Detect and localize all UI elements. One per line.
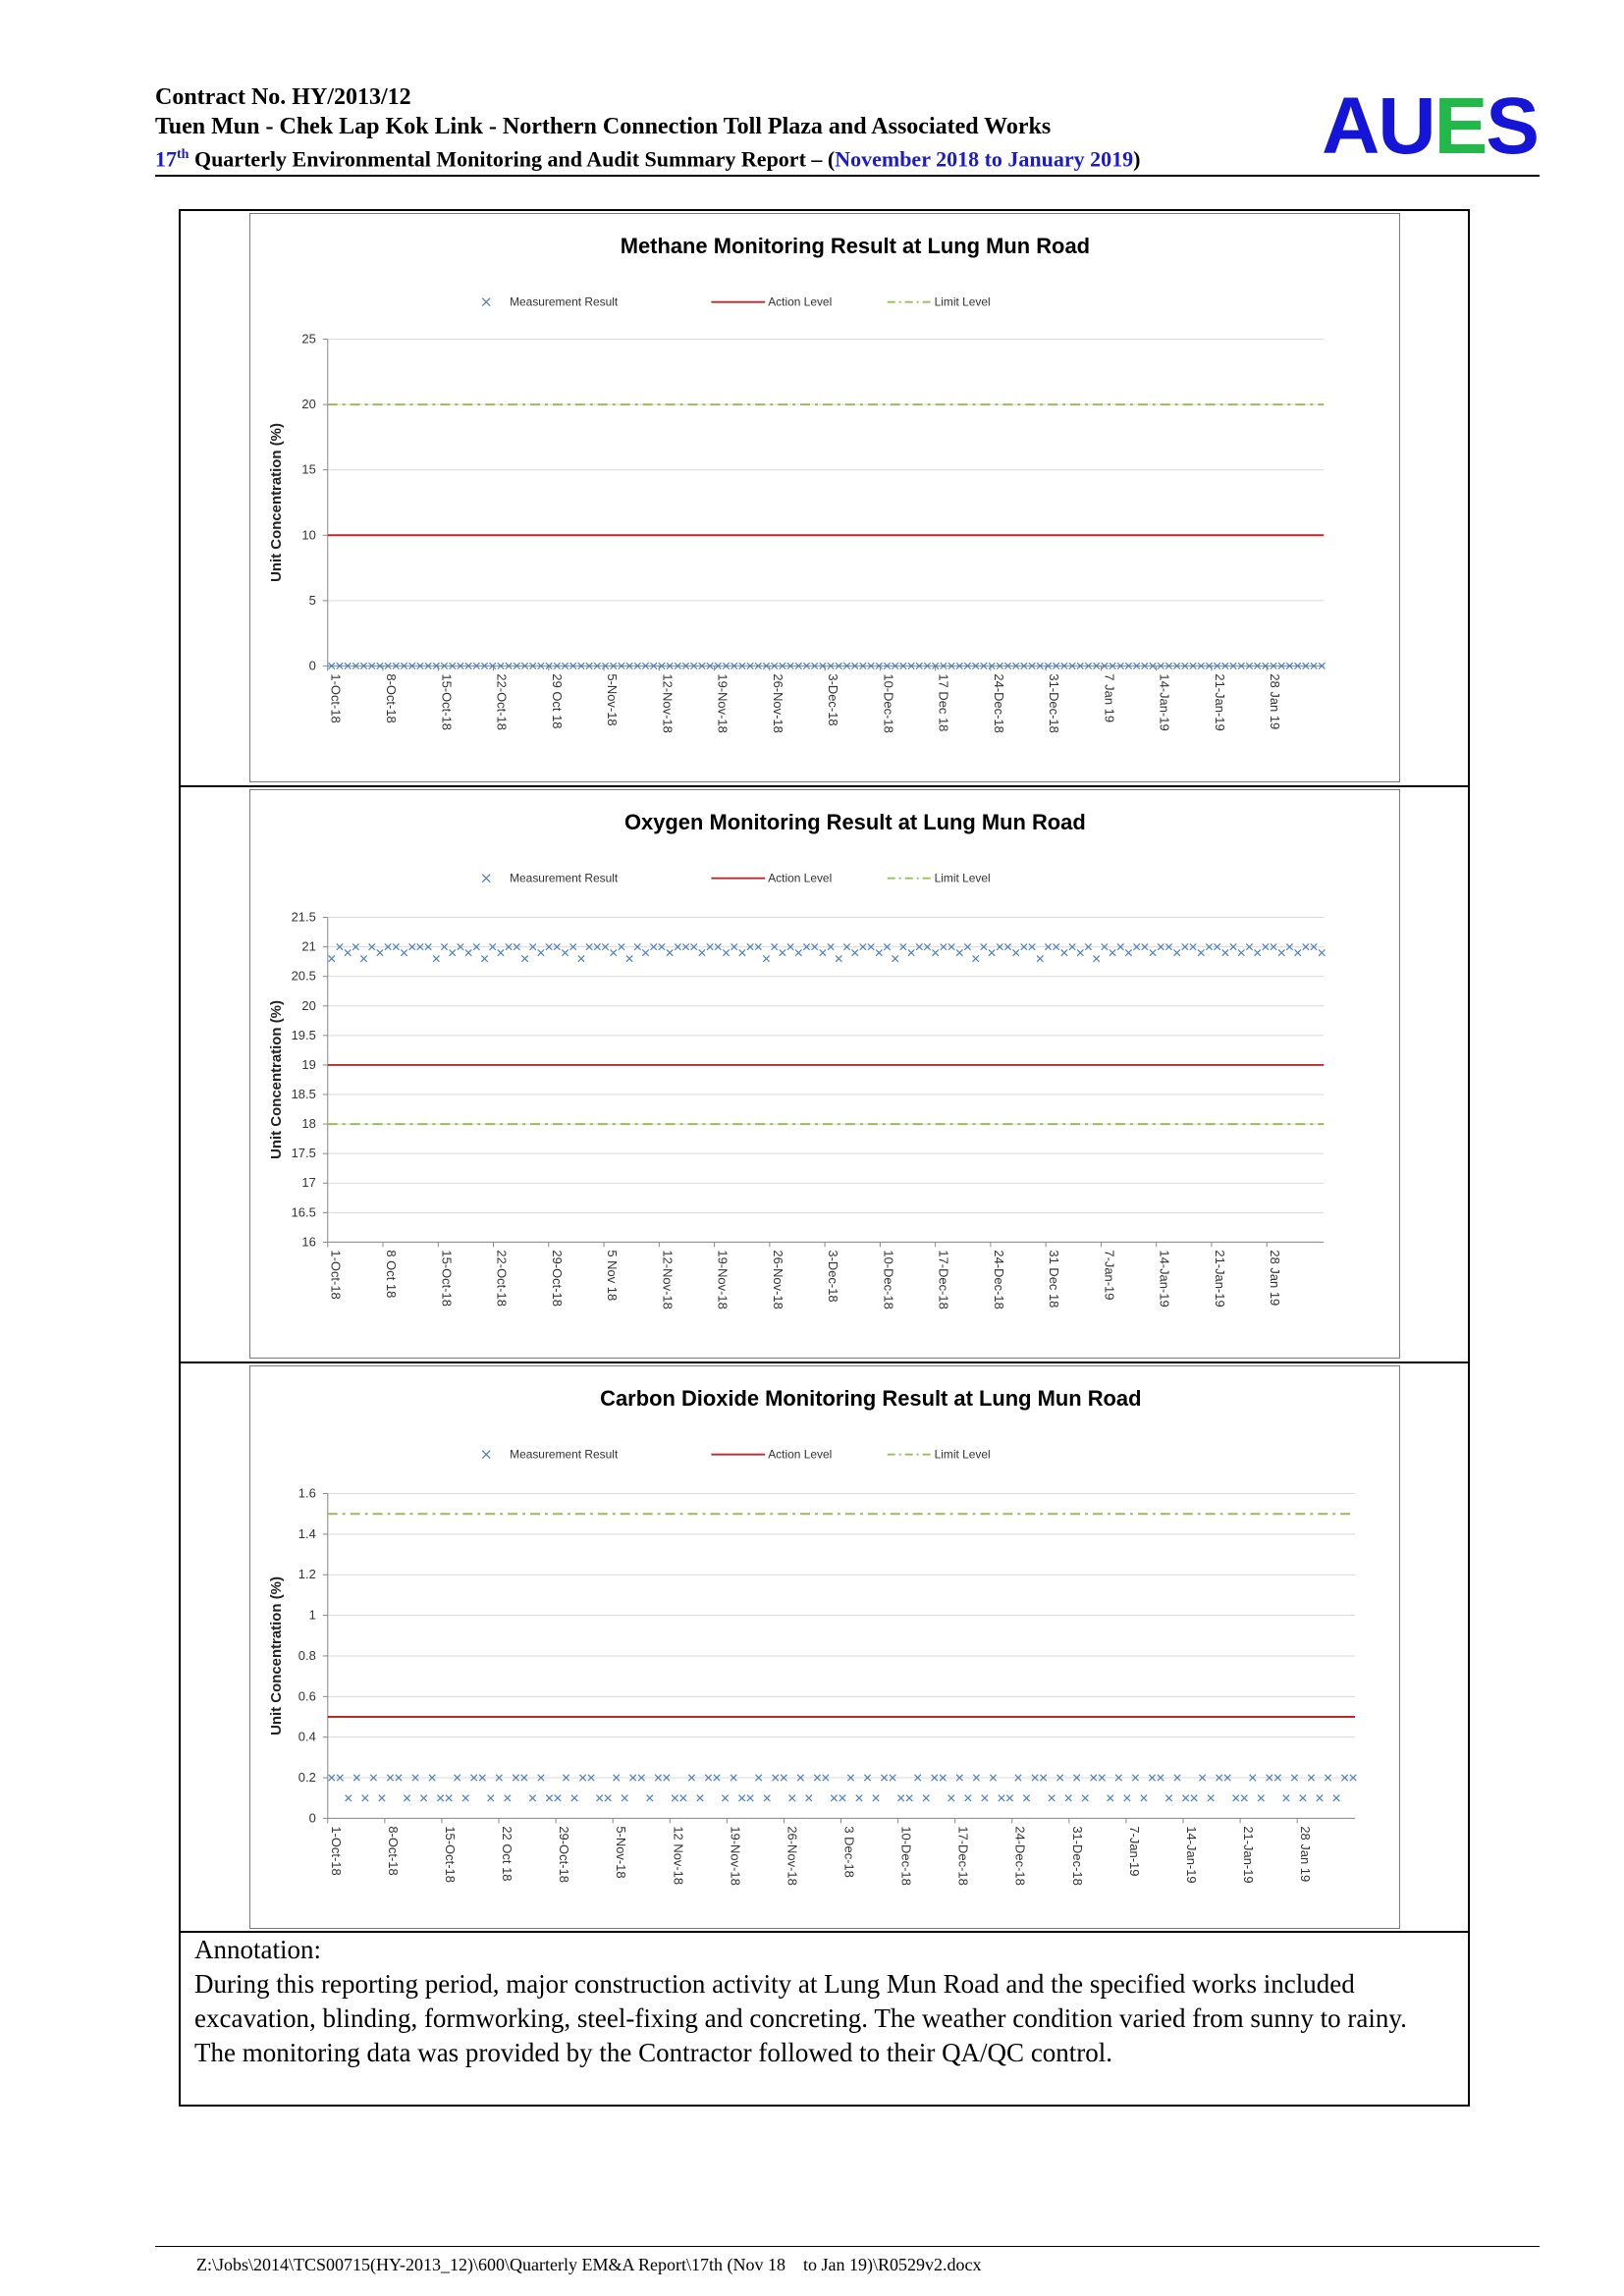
- data-point: [1173, 949, 1179, 955]
- x-tick-label: 10-Dec-18: [881, 673, 896, 733]
- x-tick-label: 15-Oct-18: [439, 673, 455, 730]
- x-tick-label: 19-Nov-18: [715, 673, 731, 733]
- x-tick-label: 19-Nov-18: [715, 1250, 731, 1309]
- x-tick-label: 8 Oct 18: [384, 1250, 400, 1299]
- data-point: [856, 1795, 862, 1801]
- data-point: [1198, 949, 1204, 955]
- data-point: [377, 949, 383, 955]
- data-point: [1182, 1795, 1188, 1801]
- x-tick-label: 12-Nov-18: [660, 1250, 676, 1309]
- data-point: [433, 955, 439, 961]
- annotation: [194, 1933, 1451, 2070]
- data-point: [1023, 1795, 1029, 1801]
- data-point: [626, 955, 632, 961]
- x-tick-label: 29-Oct-18: [557, 1826, 572, 1883]
- data-point: [1110, 949, 1115, 955]
- x-tick-label: 21-Jan-19: [1212, 1250, 1227, 1308]
- annotation-heading: Annotation:: [194, 1935, 321, 1964]
- data-point: [680, 1795, 686, 1801]
- x-tick-label: 5-Nov-18: [605, 673, 621, 726]
- data-point: [1065, 1795, 1071, 1801]
- x-tick-label: 15-Oct-18: [442, 1826, 458, 1883]
- x-tick-label: 31-Dec-18: [1047, 673, 1062, 733]
- results-table: [179, 209, 1470, 2107]
- x-tick-label: 21-Jan-19: [1241, 1826, 1257, 1884]
- x-tick-label: 1-Oct-18: [328, 1250, 344, 1300]
- x-tick-label: 31-Dec-18: [1069, 1826, 1085, 1886]
- x-tick-label: 1-Oct-18: [328, 1826, 344, 1876]
- y-tick-label: 1: [308, 1607, 316, 1623]
- data-point: [989, 949, 995, 955]
- data-point: [795, 949, 801, 955]
- data-point: [747, 1795, 753, 1801]
- legend-limit-label: Limit Level: [934, 1447, 991, 1462]
- report-title-main: Quarterly Environmental Monitoring and Audit Summary Report – (: [189, 146, 836, 172]
- x-tick-label: 1-Oct-18: [328, 673, 344, 723]
- data-point: [699, 949, 705, 955]
- data-point: [956, 949, 962, 955]
- data-point: [739, 949, 745, 955]
- data-point: [465, 949, 471, 955]
- logo-letter-u: U: [1378, 81, 1435, 171]
- chart-title: Oxygen Monitoring Result at Lung Mun Road: [624, 809, 1086, 834]
- y-tick-label: 10: [301, 527, 316, 543]
- co2-cell: [181, 1363, 1468, 1933]
- y-tick-label: 21: [301, 938, 316, 954]
- data-point: [1333, 1795, 1339, 1801]
- data-point: [672, 1795, 677, 1801]
- data-point: [780, 949, 785, 955]
- y-tick-label: 5: [308, 592, 316, 608]
- y-tick-label: 15: [301, 461, 316, 477]
- contract-number: Contract No. HY/2013/12: [155, 84, 411, 110]
- data-point: [1124, 1795, 1130, 1801]
- y-tick-label: 1.2: [298, 1567, 316, 1582]
- data-point: [555, 1795, 561, 1801]
- data-point: [1278, 949, 1284, 955]
- report-number-suffix: th: [177, 147, 189, 162]
- data-point: [329, 955, 335, 961]
- y-tick-label: 21.5: [291, 909, 316, 925]
- data-point: [948, 1795, 954, 1801]
- data-point: [345, 949, 351, 955]
- oxygen-chart: [249, 789, 1400, 1359]
- data-point: [982, 1795, 988, 1801]
- y-tick-label: 19.5: [291, 1027, 316, 1042]
- x-tick-label: 17-Dec-18: [936, 1250, 951, 1309]
- chart-legend: [482, 1448, 990, 1462]
- aues-logo: [1322, 81, 1538, 171]
- data-point: [362, 1795, 368, 1801]
- x-tick-label: 14-Jan-19: [1157, 673, 1172, 731]
- annotation-body: During this reporting period, major construction activity at Lung Mun Road and the specified works included excavation, blinding, formworking, steel-fixing and concreting. The weather condition varied from sunny to rainy. The monitoring data was provided by the Contractor followed to their QA/QC control.: [194, 1969, 1407, 2067]
- data-point: [1093, 955, 1099, 961]
- data-point: [836, 955, 841, 961]
- data-point: [1037, 955, 1043, 961]
- chart-title: Methane Monitoring Result at Lung Mun Road: [620, 233, 1091, 258]
- data-point: [647, 1795, 653, 1801]
- data-point: [906, 1795, 912, 1801]
- y-axis-label: Unit Concentration (%): [267, 1000, 285, 1159]
- x-tick-label: 7-Jan-19: [1126, 1826, 1142, 1877]
- data-point: [1233, 1795, 1239, 1801]
- data-point: [1108, 1795, 1113, 1801]
- y-tick-label: 0.4: [298, 1729, 316, 1744]
- data-point: [697, 1795, 703, 1801]
- x-tick-label: 24-Dec-18: [991, 1250, 1006, 1309]
- data-point: [852, 949, 858, 955]
- x-tick-label: 31 Dec 18: [1047, 1250, 1062, 1308]
- footer-rule: [155, 2246, 1540, 2247]
- y-tick-label: 0: [308, 658, 316, 673]
- x-tick-label: 24-Dec-18: [991, 673, 1006, 733]
- data-point: [1300, 1795, 1306, 1801]
- x-tick-label: 17-Dec-18: [955, 1826, 971, 1886]
- x-tick-label: 7 Jan 19: [1102, 673, 1117, 723]
- x-tick-label: 24-Dec-18: [1012, 1826, 1028, 1886]
- report-number: 17: [155, 146, 177, 172]
- data-point: [1238, 949, 1244, 955]
- data-point: [1317, 1795, 1323, 1801]
- logo-letter-s: S: [1486, 81, 1538, 171]
- y-tick-label: 0.8: [298, 1647, 316, 1663]
- data-point: [498, 949, 504, 955]
- y-tick-label: 16: [301, 1234, 316, 1250]
- data-point: [972, 955, 978, 961]
- data-point: [763, 955, 769, 961]
- y-tick-label: 1.6: [298, 1485, 316, 1501]
- legend-limit-label: Limit Level: [934, 871, 991, 885]
- data-point: [806, 1795, 812, 1801]
- x-tick-label: 8-Oct-18: [385, 1826, 401, 1876]
- x-tick-label: 15-Oct-18: [439, 1250, 455, 1307]
- y-tick-label: 18: [301, 1116, 316, 1132]
- data-point: [1294, 949, 1300, 955]
- methane-chart-svg: [250, 214, 1399, 781]
- data-point: [379, 1795, 385, 1801]
- x-tick-label: 12 Nov-18: [671, 1826, 686, 1886]
- legend-measurement-marker: [482, 1451, 490, 1459]
- legend-limit-label: Limit Level: [934, 294, 991, 309]
- methane-chart: [249, 213, 1400, 782]
- y-axis-label: Unit Concentration (%): [267, 423, 285, 582]
- data-point: [1012, 949, 1018, 955]
- data-point: [1061, 949, 1067, 955]
- data-point: [873, 1795, 879, 1801]
- data-point: [764, 1795, 770, 1801]
- data-point: [1222, 949, 1228, 955]
- x-tick-label: 28 Jan 19: [1298, 1826, 1314, 1883]
- data-point: [605, 1795, 611, 1801]
- data-point: [722, 1795, 728, 1801]
- x-tick-label: 29-Oct-18: [549, 1250, 565, 1307]
- chart-title: Carbon Dioxide Monitoring Result at Lung Mun Road: [600, 1385, 1142, 1411]
- project-title: Tuen Mun - Chek Lap Kok Link - Northern Connection Toll Plaza and Associated Works: [155, 114, 1052, 139]
- data-point: [420, 1795, 426, 1801]
- data-point: [932, 949, 938, 955]
- data-point: [346, 1795, 352, 1801]
- data-point: [546, 1795, 552, 1801]
- legend-measurement-label: Measurement Result: [510, 294, 619, 309]
- legend-action-label: Action Level: [768, 294, 833, 309]
- methane-cell: [181, 211, 1468, 787]
- logo-letter-e: E: [1434, 81, 1487, 171]
- data-point: [965, 1795, 971, 1801]
- x-tick-label: 14-Jan-19: [1183, 1826, 1199, 1884]
- data-point: [831, 1795, 837, 1801]
- x-tick-label: 5-Nov-18: [614, 1826, 629, 1879]
- x-tick-label: 10-Dec-18: [881, 1250, 896, 1309]
- data-point: [1077, 949, 1083, 955]
- x-tick-label: 17 Dec 18: [936, 673, 951, 732]
- x-tick-label: 3-Dec-18: [826, 673, 841, 726]
- y-axis-label: Unit Concentration (%): [267, 1576, 285, 1735]
- data-point: [908, 949, 914, 955]
- oxygen-chart-svg: [250, 790, 1399, 1358]
- chart-legend: [482, 295, 990, 309]
- data-point: [1165, 1795, 1171, 1801]
- data-point: [488, 1795, 494, 1801]
- y-tick-label: 20: [301, 397, 316, 412]
- data-point: [789, 1795, 795, 1801]
- x-tick-label: 22-Oct-18: [494, 673, 510, 730]
- data-point: [1283, 1795, 1289, 1801]
- data-point: [820, 949, 826, 955]
- y-tick-label: 18.5: [291, 1087, 316, 1102]
- data-point: [923, 1795, 929, 1801]
- x-tick-label: 5 Nov 18: [605, 1250, 621, 1302]
- data-point: [876, 949, 882, 955]
- header-rule: [155, 175, 1540, 177]
- data-point: [1150, 949, 1156, 955]
- x-tick-label: 26-Nov-18: [770, 1250, 785, 1309]
- data-point: [667, 949, 673, 955]
- x-tick-label: 26-Nov-18: [770, 673, 785, 733]
- data-point: [611, 949, 617, 955]
- y-tick-label: 20.5: [291, 968, 316, 984]
- data-point: [1006, 1795, 1012, 1801]
- data-point: [596, 1795, 602, 1801]
- y-tick-label: 0: [308, 1810, 316, 1826]
- data-point: [481, 955, 487, 961]
- data-point: [1254, 949, 1260, 955]
- data-point: [1208, 1795, 1214, 1801]
- data-point: [571, 1795, 577, 1801]
- legend-measurement-marker: [482, 875, 490, 882]
- data-point: [360, 955, 366, 961]
- legend-action-label: Action Level: [768, 1447, 833, 1462]
- y-tick-label: 20: [301, 997, 316, 1013]
- data-point: [450, 949, 456, 955]
- data-point: [839, 1795, 845, 1801]
- y-tick-label: 1.4: [298, 1525, 316, 1541]
- legend-measurement-label: Measurement Result: [510, 871, 619, 885]
- x-tick-label: 19-Nov-18: [728, 1826, 743, 1886]
- file-path-footer: Z:\Jobs\2014\TCS00715(HY-2013_12)\600\Quarterly EM&A Report\17th (Nov 18 to Jan 19)\R0529v2.docx: [196, 2255, 982, 2274]
- x-tick-label: 21-Jan-19: [1212, 673, 1227, 731]
- chart-legend: [482, 872, 990, 885]
- y-tick-label: 0.6: [298, 1688, 316, 1704]
- data-point: [892, 955, 897, 961]
- x-tick-label: 26-Nov-18: [785, 1826, 800, 1886]
- data-point: [723, 949, 729, 955]
- logo-letter-a: A: [1322, 81, 1379, 171]
- data-point: [897, 1795, 903, 1801]
- data-point: [401, 949, 406, 955]
- data-point: [1082, 1795, 1088, 1801]
- y-tick-label: 16.5: [291, 1204, 316, 1220]
- x-tick-label: 29 Oct 18: [549, 673, 565, 729]
- data-point: [404, 1795, 409, 1801]
- x-tick-label: 8-Oct-18: [384, 673, 400, 723]
- data-point: [578, 955, 584, 961]
- data-point: [1191, 1795, 1197, 1801]
- x-tick-label: 22 Oct 18: [500, 1826, 515, 1882]
- data-point: [437, 1795, 443, 1801]
- report-period: November 2018 to January 2019: [835, 146, 1134, 172]
- data-point: [1319, 949, 1325, 955]
- data-point: [1125, 949, 1131, 955]
- y-tick-label: 25: [301, 331, 316, 347]
- data-point: [1241, 1795, 1247, 1801]
- data-point: [1258, 1795, 1264, 1801]
- co2-chart: [249, 1365, 1400, 1929]
- data-point: [446, 1795, 452, 1801]
- y-tick-label: 17.5: [291, 1146, 316, 1161]
- legend-measurement-marker: [482, 298, 490, 306]
- data-point: [505, 1795, 511, 1801]
- data-point: [562, 949, 568, 955]
- x-tick-label: 28 Jan 19: [1268, 673, 1283, 730]
- data-point: [529, 1795, 535, 1801]
- x-tick-label: 3-Dec-18: [826, 1250, 841, 1303]
- x-tick-label: 7-Jan-19: [1102, 1250, 1117, 1301]
- legend-measurement-label: Measurement Result: [510, 1447, 619, 1462]
- x-tick-label: 22-Oct-18: [494, 1250, 510, 1307]
- data-point: [1049, 1795, 1055, 1801]
- data-point: [622, 1795, 627, 1801]
- co2-chart-svg: [250, 1366, 1399, 1928]
- data-point: [999, 1795, 1004, 1801]
- x-tick-label: 3 Dec-18: [841, 1826, 857, 1878]
- x-tick-label: 10-Dec-18: [898, 1826, 914, 1886]
- y-tick-label: 17: [301, 1175, 316, 1191]
- legend-action-label: Action Level: [768, 871, 833, 885]
- x-tick-label: 28 Jan 19: [1268, 1250, 1283, 1307]
- data-point: [738, 1795, 744, 1801]
- data-point: [521, 955, 527, 961]
- report-title-close: ): [1133, 146, 1141, 172]
- y-tick-label: 19: [301, 1056, 316, 1072]
- x-tick-label: 12-Nov-18: [660, 673, 676, 733]
- data-point: [1141, 1795, 1147, 1801]
- y-tick-label: 0.2: [298, 1770, 316, 1786]
- data-point: [642, 949, 648, 955]
- data-point: [538, 949, 544, 955]
- x-tick-label: 14-Jan-19: [1157, 1250, 1172, 1308]
- data-point: [462, 1795, 468, 1801]
- oxygen-cell: [181, 787, 1468, 1363]
